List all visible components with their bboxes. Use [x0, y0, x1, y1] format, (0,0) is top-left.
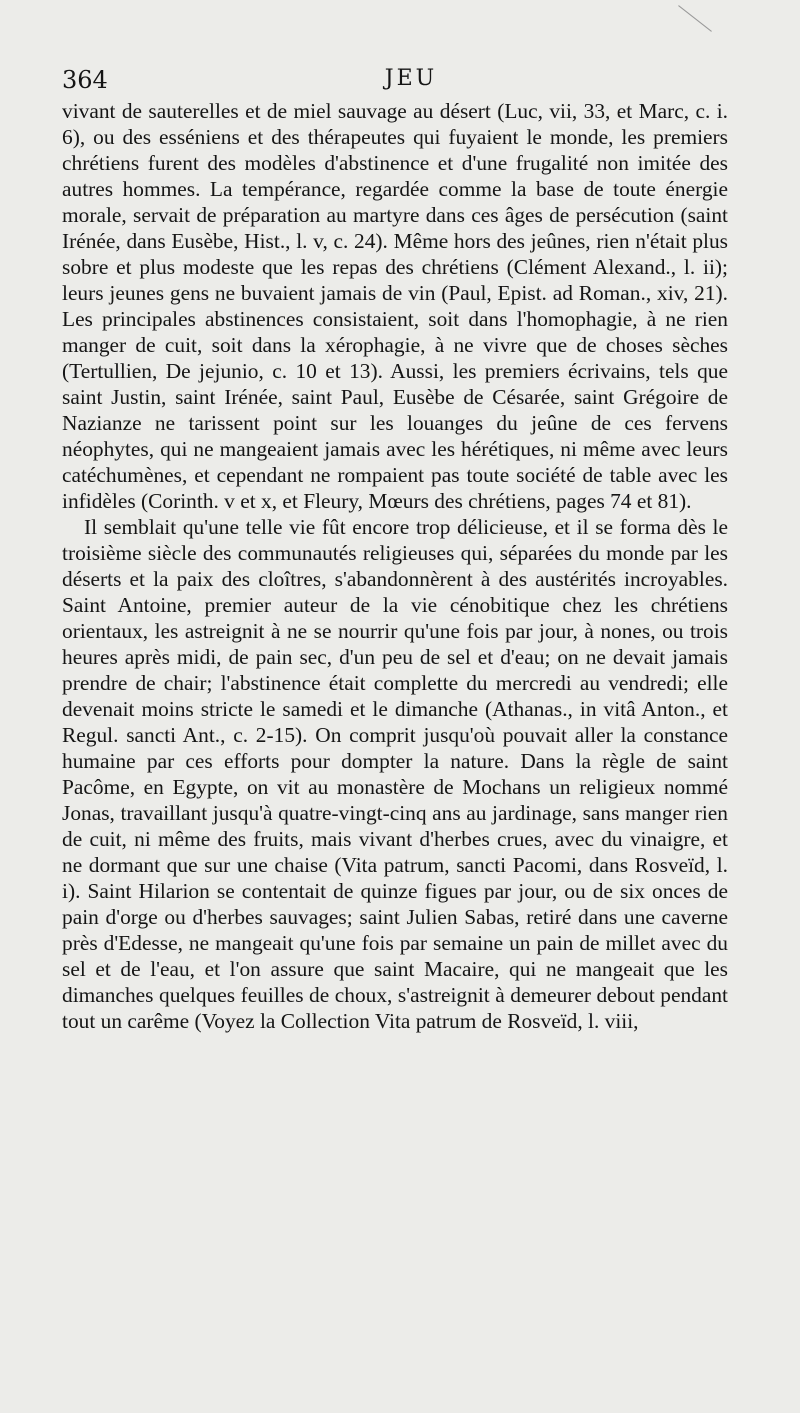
body-text [62, 98, 728, 1034]
paragraph-continued: vivant de sauterelles et de miel sauvage au désert (Luc, vii, 33, et Marc, c. i. 6), ou des esséniens et des thérapeutes qui fuyaient le monde, les premiers chrétiens furent des modèles d'abstinence et d'une frugalité non imitée des autres hommes. La tempérance, regardée comme la base de toute énergie morale, servait de préparation au martyre dans ces âges de persécution (saint Irénée, dans Eusèbe, Hist., l. v, c. 24). Même hors des jeûnes, rien n'était plus sobre et plus modeste que les repas des chrétiens (Clément Alexand., l. ii); leurs jeunes gens ne buvaient jamais de vin (Paul, Epist. ad Roman., xiv, 21). Les principales abstinences consistaient, soit dans l'homophagie, à ne rien manger de cuit, soit dans la xérophagie, à ne vivre que de choses sèches (Tertullien, De jejunio, c. 10 et 13). Aussi, les premiers écrivains, tels que saint Justin, saint Irénée, saint Paul, Eusèbe de Césarée, saint Grégoire de Nazianze ne tarissent point sur les louanges du jeûne de ces fervens néophytes, qui ne mangeaient jamais avec les hérétiques, ni même avec leurs catéchumènes, et cependant ne rompaient pas toute société de table avec les infidèles (Corinth. v et x, et Fleury, Mœurs des chrétiens, pages 74 et 81). [62, 99, 728, 513]
pencil-mark [678, 5, 712, 32]
page-header [62, 66, 760, 100]
paragraph-monastic-austerities: Il semblait qu'une telle vie fût encore trop délicieuse, et il se forma dès le troisième siècle des communautés religieuses qui, séparées du monde par les déserts et la paix des cloîtres, s'abandonnèrent à des austérités incroyables. Saint Antoine, premier auteur de la vie cénobitique chez les chrétiens orientaux, les astreignit à ne se nourrir qu'une fois par jour, à nones, ou trois heures après midi, de pain sec, d'un peu de sel et d'eau; on ne devait jamais prendre de chair; l'abstinence était complette du mercredi au vendredi; elle devenait moins stricte le samedi et le dimanche (Athanas., in vitâ Anton., et Regul. sancti Ant., c. 2-15). On comprit jusqu'où pouvait aller la constance humaine par ces efforts pour dompter la nature. Dans la règle de saint Pacôme, en Egypte, on vit au monastère de Mochans un religieux nommé Jonas, travaillant jusqu'à quatre-vingt-cinq ans au jardinage, sans manger rien de cuit, ni même des fruits, mais vivant d'herbes crues, avec du vinaigre, et ne dormant que sur une chaise (Vita patrum, sancti Pacomi, dans Rosveïd, l. i). Saint Hilarion se contentait de quinze figues par jour, ou de six onces de pain d'orge ou d'herbes sauvages; saint Julien Sabas, retiré dans une caverne près d'Edesse, ne mangeait qu'une fois par semaine un pain de millet avec du sel et de l'eau, et l'on assure que saint Macaire, qui ne mangeait que les dimanches quelques feuilles de choux, s'astreignit à demeurer debout pendant tout un carême (Voyez la Collection Vita patrum de Rosveïd, l. viii, [62, 515, 728, 1033]
running-head: JEU [384, 66, 438, 91]
page-number: 364 [62, 66, 108, 94]
